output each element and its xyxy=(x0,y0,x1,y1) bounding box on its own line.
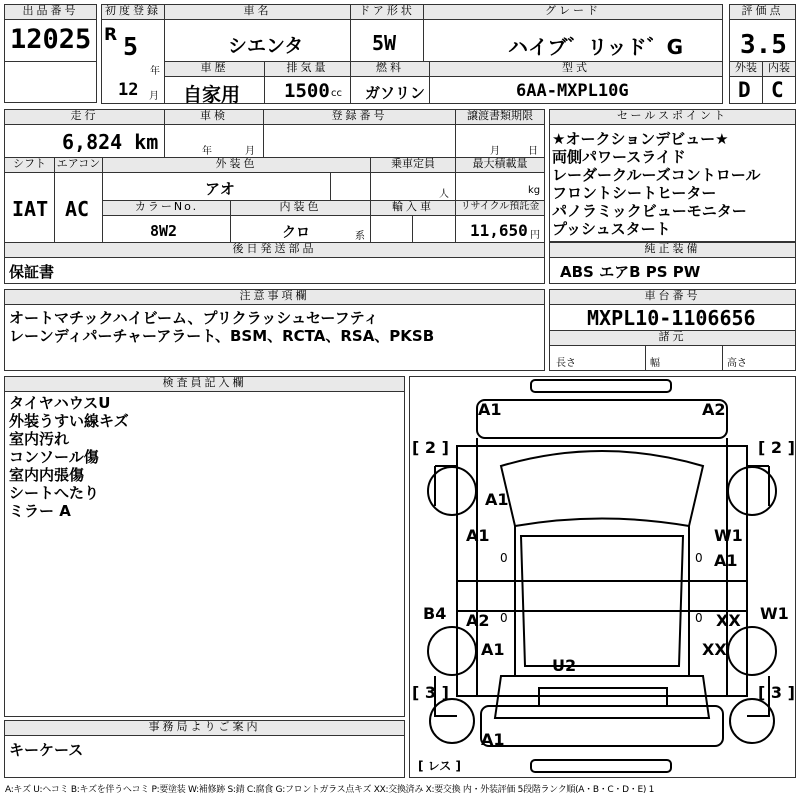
model-label: 型式 xyxy=(429,61,723,77)
lot-number: 12025 xyxy=(10,24,92,55)
import-label: 輸入車 xyxy=(370,200,456,216)
inspect-label: 車検 xyxy=(164,109,264,125)
month-unit: 月 xyxy=(149,91,159,102)
year-unit: 年 xyxy=(150,66,160,77)
car-diagram xyxy=(409,376,796,778)
notes-label: 注意事項欄 xyxy=(4,289,545,305)
damage-mark: U2 xyxy=(552,656,577,675)
interior-label: 内装色 xyxy=(230,200,371,216)
fuel: ガソリン xyxy=(365,84,426,102)
damage-mark: W1 xyxy=(760,604,789,623)
damage-mark: XX xyxy=(716,611,741,630)
seats-label: 乗車定員 xyxy=(370,157,456,173)
office-label: 事務局よりご案内 xyxy=(4,720,405,736)
ac-label: エアコン xyxy=(54,157,103,173)
dim-width: 幅 xyxy=(650,358,660,369)
ac: AC xyxy=(65,197,90,221)
damage-mark: [ レス ] xyxy=(418,759,461,773)
sales-item: パノラミックビューモニター xyxy=(552,202,747,220)
damage-mark: A1 xyxy=(481,640,505,659)
door-label: ドア形状 xyxy=(350,4,424,20)
inspector-label: 検査員記入欄 xyxy=(4,376,405,392)
reg-label: 初度登録 xyxy=(101,4,165,20)
recycle: 11,650 xyxy=(470,221,528,240)
recycle-unit: 円 xyxy=(530,230,540,241)
inspector-item: 外装うすい線キズ xyxy=(9,412,129,430)
shift-label: シフト xyxy=(4,157,55,173)
damage-mark: [ 2 ] xyxy=(758,438,795,457)
sales-item: 両側パワースライド xyxy=(552,148,686,166)
disp-label: 排気量 xyxy=(264,61,351,77)
color: アオ xyxy=(205,180,235,198)
reg-year: 5 xyxy=(123,32,139,61)
color-label: 外装色 xyxy=(102,157,371,173)
damage-mark: A1 xyxy=(481,730,505,749)
note-line: レーンディパーチャーアラート、BSM、RCTA、RSA、PKSB xyxy=(9,327,435,345)
score-label: 評価点 xyxy=(729,4,796,20)
sales-item: プッシュスタート xyxy=(552,220,671,238)
transfer-label: 譲渡書類期限 xyxy=(455,109,545,125)
plate-label: 登録番号 xyxy=(263,109,456,125)
int-label: 内装 xyxy=(762,61,796,77)
inspector-item: シートへたり xyxy=(9,484,100,502)
inspect-year: 年 xyxy=(202,146,212,157)
inspector-item: コンソール傷 xyxy=(9,448,99,466)
era: R xyxy=(104,25,118,45)
sales-item: ★オークションデビュー★ xyxy=(552,130,729,148)
fuel-label: 燃料 xyxy=(350,61,430,77)
displacement: 1500 xyxy=(284,80,330,102)
seats-unit: 人 xyxy=(439,189,449,200)
door-type: 5W xyxy=(372,31,397,55)
zero-mark: 0 xyxy=(500,551,508,565)
score: 3.5 xyxy=(740,30,787,60)
sales-label: セールスポイント xyxy=(549,109,796,125)
colorno-label: カラーNo. xyxy=(102,200,231,216)
sales-points xyxy=(552,130,761,238)
damage-mark: W1 xyxy=(714,526,743,545)
dim-height: 高さ xyxy=(727,358,747,369)
zero-mark: 0 xyxy=(695,611,703,625)
damage-mark: A2 xyxy=(702,400,726,419)
damage-mark: A2 xyxy=(466,611,490,630)
inspector-item: 室内汚れ xyxy=(9,430,70,448)
equip-label: 純正装備 xyxy=(549,242,796,258)
damage-mark: A1 xyxy=(466,526,490,545)
transfer-month: 月 xyxy=(490,146,500,157)
later-parts: 保証書 xyxy=(9,263,55,281)
damage-mark: B4 xyxy=(423,604,447,623)
grade: ハイブ゛リッド゛G xyxy=(508,35,684,59)
inspector-item: 室内内張傷 xyxy=(9,466,85,484)
inspector-items xyxy=(9,394,129,520)
damage-mark: [ 3 ] xyxy=(758,683,795,702)
inspect-month: 月 xyxy=(245,146,255,157)
transfer-day: 日 xyxy=(528,146,538,157)
disp-unit: cc xyxy=(331,88,342,99)
dim-length: 長さ xyxy=(556,358,576,369)
chassis-label: 車台番号 xyxy=(549,289,796,305)
colorno: 8W2 xyxy=(150,222,178,240)
interior: クロ xyxy=(282,225,310,241)
ext-rating: D xyxy=(738,78,751,102)
name-label: 車名 xyxy=(164,4,351,20)
notes-lines xyxy=(9,309,434,345)
chassis-number: MXPL10-1106656 xyxy=(587,306,756,330)
interior-unit: 系 xyxy=(355,231,365,242)
zero-mark: 0 xyxy=(695,551,703,565)
sales-item: フロントシートヒーター xyxy=(552,184,717,202)
history: 自家用 xyxy=(183,84,241,106)
inspector-item: ミラー A xyxy=(9,502,71,520)
int-rating: C xyxy=(771,78,784,102)
damage-mark: [ 3 ] xyxy=(412,683,449,702)
recycle-label: リサイクル預託金 xyxy=(455,200,545,216)
note-line: オートマチックハイビーム、プリクラッシュセーフティ xyxy=(9,309,379,327)
grade-label: グレード xyxy=(423,4,723,20)
damage-mark: A1 xyxy=(478,400,502,419)
damage-mark: XX xyxy=(702,640,727,659)
ext-label: 外装 xyxy=(729,61,763,77)
load-unit: kg xyxy=(528,185,541,196)
legend: A:キズ U:ヘコミ B:キズを伴うヘコミ P:要塗装 W:補修跡 S:錆 C:腐食 G:フロントガラス点キズ XX:交換済み X:要交換 内・外装評価 5段階ランク順(A・B・C・D・E) 1 xyxy=(5,785,655,795)
damage-mark: [ 2 ] xyxy=(412,438,449,457)
sales-item: レーダークルーズコントロール xyxy=(552,166,761,184)
equipment: ABS エアB PS PW xyxy=(560,263,701,281)
inspector-item: タイヤハウスU xyxy=(9,394,111,412)
lot-blank xyxy=(4,61,97,103)
model: 6AA-MXPL10G xyxy=(516,81,629,101)
mileage: 6,824 km xyxy=(62,130,159,154)
later-label: 後日発送部品 xyxy=(4,242,545,258)
reg-month: 12 xyxy=(118,80,139,100)
mileage-label: 走行 xyxy=(4,109,165,125)
shift: IAT xyxy=(12,197,49,221)
zero-mark: 0 xyxy=(500,611,508,625)
dims-label: 諸元 xyxy=(549,330,796,346)
lot-label: 出品番号 xyxy=(4,4,97,20)
load-label: 最大積載量 xyxy=(455,157,545,173)
damage-mark: A1 xyxy=(714,551,738,570)
history-label: 車歴 xyxy=(164,61,265,77)
damage-mark: A1 xyxy=(485,490,509,509)
office-note: キーケース xyxy=(9,741,84,759)
car-name: シエンタ xyxy=(228,35,304,57)
